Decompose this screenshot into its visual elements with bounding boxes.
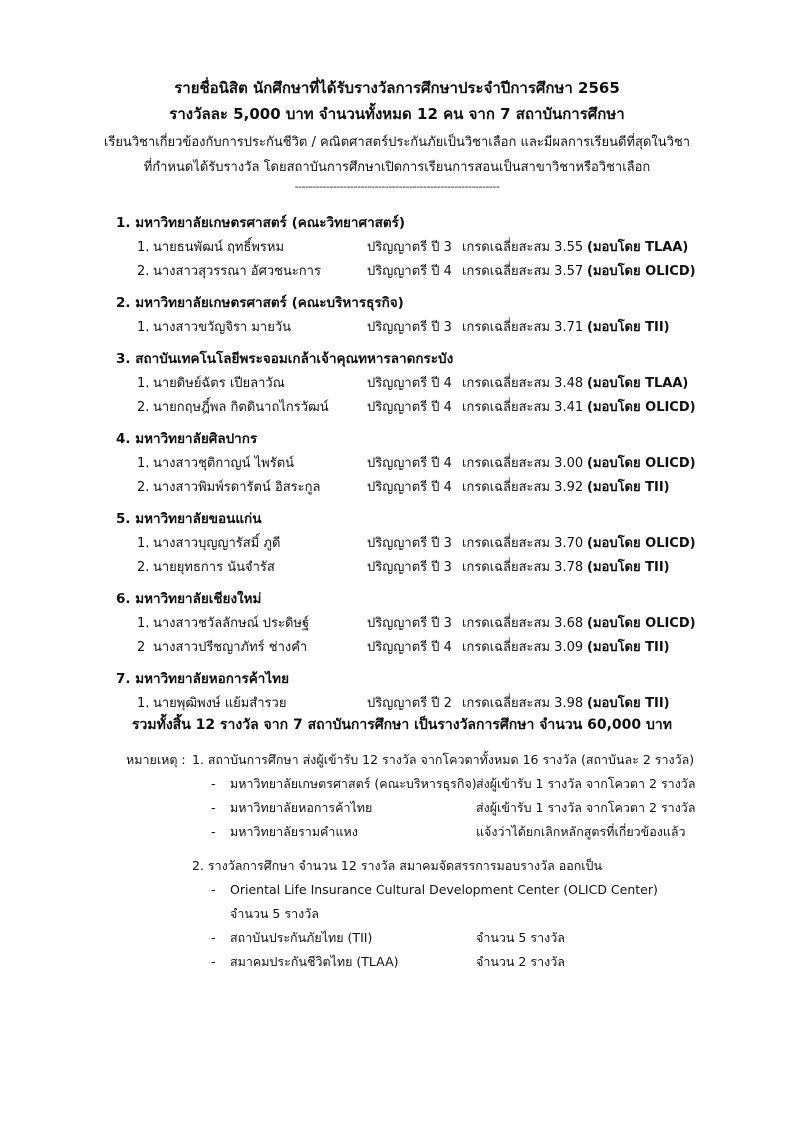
student-row: [0, 452, 794, 476]
document-subtitle: รางวัลละ 5,000 บาท จำนวนทั้งหมด 12 คน จาก 7 สถาบันการศึกษา: [169, 105, 625, 123]
student-degree: ปริญญาตรี ปี 2: [367, 696, 452, 711]
student-row: [0, 476, 794, 500]
student-degree: ปริญญาตรี ปี 4: [367, 400, 452, 415]
student-gpa: เกรดเฉลี่ยสะสม 3.00: [462, 456, 584, 471]
student-row: [0, 532, 794, 556]
student-gpa: เกรดเฉลี่ยสะสม 3.70: [462, 536, 584, 551]
note-dash: -: [211, 824, 216, 839]
student-degree: ปริญญาตรี ปี 4: [367, 480, 452, 495]
student-number: 1.: [137, 536, 150, 551]
student-degree: ปริญญาตรี ปี 3: [367, 536, 452, 551]
note-1: 1. สถาบันการศึกษา ส่งผู้เข้ารับ 12 รางวัล จากโควตาทั้งหมด 16 รางวัล (สถาบันละ 2 รางวัล): [192, 752, 695, 767]
student-name: นายกฤษฎิ์พล กิตดินาถไกรวัฒน์: [153, 400, 329, 415]
award-sponsor: (มอบโดย TLAA): [587, 240, 689, 255]
award-sponsor: (มอบโดย OLICD): [587, 264, 696, 279]
note-item-left: มหาวิทยาลัยเกษตรศาสตร์ (คณะบริหารธุรกิจ): [230, 776, 477, 791]
note-olicd-count: จำนวน 5 รางวัล: [230, 906, 319, 921]
student-gpa: เกรดเฉลี่ยสะสม 3.92: [462, 480, 584, 495]
student-row: [0, 612, 794, 636]
student-name: นางสาวบุญญารัสมิ์ ภูดี: [153, 536, 281, 551]
student-name: นายธนพัฒน์ ฤทธิ์พรหม: [153, 240, 285, 255]
university-heading: 1. มหาวิทยาลัยเกษตรศาสตร์ (คณะวิทยาศาสตร์): [116, 215, 406, 231]
student-number: 2: [137, 640, 146, 655]
student-degree: ปริญญาตรี ปี 3: [367, 560, 452, 575]
description-line-2: ที่กำหนดได้รับรางวัล โดยสถาบันการศึกษาเปิดการเรียนการสอนเป็นสาขาวิชาหรือวิชาเลือก: [143, 160, 651, 175]
student-row: [0, 372, 794, 396]
award-sponsor: (มอบโดย OLICD): [587, 616, 696, 631]
note-2: 2. รางวัลการศึกษา จำนวน 12 รางวัล สมาคมจัดสรรการมอบรางวัล ออกเป็น: [192, 858, 603, 873]
note-item-right: จำนวน 2 รางวัล: [476, 954, 565, 969]
university-heading: 7. มหาวิทยาลัยหอการค้าไทย: [116, 671, 289, 687]
award-sponsor: (มอบโดย TII): [587, 696, 670, 711]
student-row: [0, 396, 794, 420]
student-row: [0, 316, 794, 340]
note-dash: -: [211, 800, 216, 815]
award-sponsor: (มอบโดย TLAA): [587, 376, 689, 391]
student-degree: ปริญญาตรี ปี 4: [367, 456, 452, 471]
university-heading: 4. มหาวิทยาลัยศิลปากร: [116, 431, 258, 447]
student-number: 1.: [137, 320, 150, 335]
student-degree: ปริญญาตรี ปี 4: [367, 376, 452, 391]
university-heading: 6. มหาวิทยาลัยเชียงใหม่: [116, 591, 262, 607]
note-item-right: ส่งผู้เข้ารับ 1 รางวัล จากโควตา 2 รางวัล: [476, 800, 696, 815]
university-list: [0, 210, 794, 716]
student-degree: ปริญญาตรี ปี 3: [367, 320, 452, 335]
student-name: นางสาวชวัลลักษณ์ ประดิษฐ์: [153, 616, 310, 631]
award-sponsor: (มอบโดย OLICD): [587, 536, 696, 551]
student-number: 1.: [137, 240, 150, 255]
student-name: นางสาวพิมพ์รดารัตน์ อิสระกูล: [153, 480, 321, 495]
student-row: [0, 260, 794, 284]
note-item-right: ส่งผู้เข้ารับ 1 รางวัล จากโควตา 2 รางวัล: [476, 776, 696, 791]
university-heading: 2. มหาวิทยาลัยเกษตรศาสตร์ (คณะบริหารธุรกิจ): [116, 295, 404, 311]
student-gpa: เกรดเฉลี่ยสะสม 3.41: [462, 400, 584, 415]
student-number: 1.: [137, 376, 150, 391]
divider-line: -----------------------------------------------------------: [294, 180, 500, 193]
award-sponsor: (มอบโดย TII): [587, 640, 670, 655]
total-summary: รวมทั้งสิ้น 12 รางวัล จาก 7 สถาบันการศึกษา เป็นรางวัลการศึกษา จำนวน 60,000 บาท: [132, 717, 673, 733]
student-number: 2.: [137, 264, 150, 279]
note-dash: -: [211, 954, 216, 969]
student-number: 1.: [137, 456, 150, 471]
note-dash: -: [211, 882, 216, 897]
award-sponsor: (มอบโดย TII): [587, 320, 670, 335]
student-row: [0, 636, 794, 660]
student-name: นางสาวปรีชญาภัทร์ ช่างคำ: [153, 640, 308, 655]
description-line-1: เรียนวิชาเกี่ยวข้องกับการประกันชีวิต / คณิตศาสตร์ประกันภัยเป็นวิชาเลือก และมีผลการเรียนดีที่สุดในวิชา: [103, 135, 691, 150]
student-gpa: เกรดเฉลี่ยสะสม 3.71: [462, 320, 584, 335]
student-row: [0, 236, 794, 260]
award-sponsor: (มอบโดย OLICD): [587, 400, 696, 415]
award-sponsor: (มอบโดย TII): [587, 480, 670, 495]
student-row: [0, 556, 794, 580]
note-item-left: มหาวิทยาลัยหอการค้าไทย: [230, 800, 373, 815]
student-name: นายดิษย์ฉัตร เปียลาวัณ: [153, 376, 285, 391]
note-item-left: มหาวิทยาลัยรามคำแหง: [230, 824, 358, 839]
note-dash: -: [211, 930, 216, 945]
student-degree: ปริญญาตรี ปี 4: [367, 640, 452, 655]
student-number: 2.: [137, 400, 150, 415]
student-gpa: เกรดเฉลี่ยสะสม 3.78: [462, 560, 584, 575]
note-item-left: สถาบันประกันภัยไทย (TII): [230, 930, 373, 945]
student-name: นางสาวขวัญจิรา มายวัน: [153, 320, 292, 335]
note-item-left: สมาคมประกันชีวิตไทย (TLAA): [230, 954, 399, 969]
student-gpa: เกรดเฉลี่ยสะสม 3.68: [462, 616, 584, 631]
award-sponsor: (มอบโดย OLICD): [587, 456, 696, 471]
student-gpa: เกรดเฉลี่ยสะสม 3.55: [462, 240, 584, 255]
note-item-right: จำนวน 5 รางวัล: [476, 930, 565, 945]
student-degree: ปริญญาตรี ปี 3: [367, 616, 452, 631]
student-name: นางสาวชุติกาญน์ ไพรัตน์: [153, 456, 295, 471]
student-number: 2.: [137, 480, 150, 495]
student-row: [0, 692, 794, 716]
student-number: 1.: [137, 616, 150, 631]
document-title: รายชื่อนิสิต นักศึกษาที่ได้รับรางวัลการศึกษาประจำปีการศึกษา 2565: [174, 79, 620, 97]
notes-label: หมายเหตุ :: [126, 752, 186, 767]
notes-section: [0, 748, 794, 974]
student-gpa: เกรดเฉลี่ยสะสม 3.48: [462, 376, 584, 391]
note-item-right: แจ้งว่าได้ยกเลิกหลักสูตรที่เกี่ยวข้องแล้ว: [476, 824, 686, 839]
award-sponsor: (มอบโดย TII): [587, 560, 670, 575]
student-degree: ปริญญาตรี ปี 4: [367, 264, 452, 279]
student-name: นายพุฒิพงษ์ แย้มสำรวย: [153, 696, 287, 711]
student-name: นางสาวสุวรรณา อัศวชนะการ: [153, 264, 321, 279]
note-olicd: Oriental Life Insurance Cultural Development Center (OLICD Center): [230, 882, 658, 897]
university-heading: 3. สถาบันเทคโนโลยีพระจอมเกล้าเจ้าคุณทหารลาดกระบัง: [116, 351, 454, 367]
student-gpa: เกรดเฉลี่ยสะสม 3.09: [462, 640, 584, 655]
student-gpa: เกรดเฉลี่ยสะสม 3.57: [462, 264, 584, 279]
student-degree: ปริญญาตรี ปี 3: [367, 240, 452, 255]
note-dash: -: [211, 776, 216, 791]
student-gpa: เกรดเฉลี่ยสะสม 3.98: [462, 696, 584, 711]
student-number: 2.: [137, 560, 150, 575]
student-number: 1.: [137, 696, 150, 711]
university-heading: 5. มหาวิทยาลัยขอนแก่น: [116, 511, 262, 527]
student-name: นายยุทธการ นันจำรัส: [153, 560, 275, 575]
